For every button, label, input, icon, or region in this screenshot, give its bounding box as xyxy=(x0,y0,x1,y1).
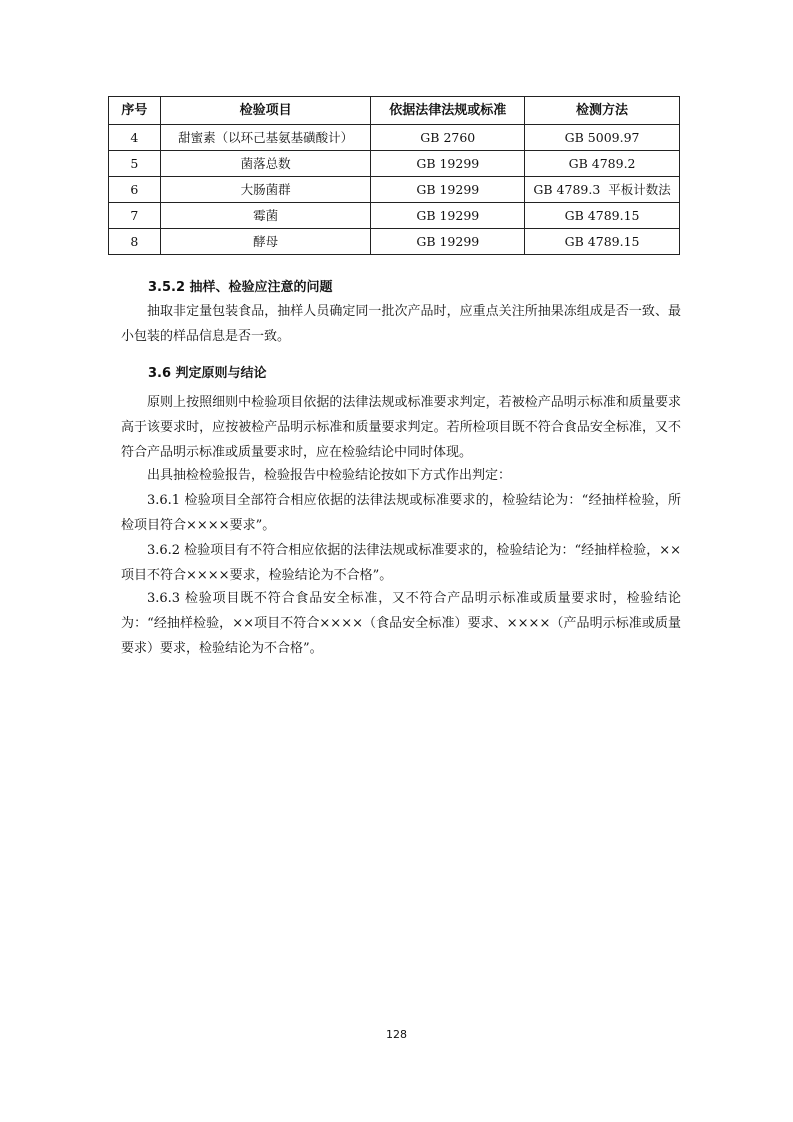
section-heading-3-6: 3.6 判定原则与结论 xyxy=(148,366,267,381)
header-item: 检验项目 xyxy=(160,97,371,125)
cell-serial: 7 xyxy=(109,203,161,229)
cell-method: GB 4789.15 xyxy=(525,203,680,229)
paragraph-3-6-3: 3.6.3 检验项目既不符合食品安全标准，又不符合产品明示标准或质量要求时，检验结论为：“经抽样检验，××项目不符合××××（食品安全标准）要求、××××（产品明示标准或质量要求）要求，检验结论为不合格”。 xyxy=(121,591,681,656)
cell-basis: GB 2760 xyxy=(371,125,525,151)
cell-item: 大肠菌群 xyxy=(160,177,371,203)
table-row xyxy=(109,177,680,203)
paragraph-3-6-2: 3.6.2 检验项目有不符合相应依据的法律法规或标准要求的，检验结论为：“经抽样检验，××项目不符合××××要求，检验结论为不合格”。 xyxy=(121,543,681,583)
table-row xyxy=(109,229,680,255)
paragraph-report-issuance: 出具抽检检验报告，检验报告中检验结论按如下方式作出判定： xyxy=(147,468,512,483)
cell-serial: 8 xyxy=(109,229,161,255)
cell-serial: 4 xyxy=(109,125,161,151)
paragraph-judgment-principle: 原则上按照细则中检验项目依据的法律法规或标准要求判定，若被检产品明示标准和质量要求高于该要求时，应按被检产品明示标准和质量要求判定。若所检项目既不符合食品安全标准，又不符合产品明示标准或质量要求时，应在检验结论中同时体现。 xyxy=(121,395,681,460)
cell-item: 菌落总数 xyxy=(160,151,371,177)
header-basis: 依据法律法规或标准 xyxy=(371,97,525,125)
cell-basis: GB 19299 xyxy=(371,229,525,255)
section-heading-3-5-2: 3.5.2 抽样、检验应注意的问题 xyxy=(148,280,333,295)
header-serial: 序号 xyxy=(109,97,161,125)
cell-serial: 5 xyxy=(109,151,161,177)
paragraph-3-6-1: 3.6.1 检验项目全部符合相应依据的法律法规或标准要求的，检验结论为：“经抽样检验，所检项目符合××××要求”。 xyxy=(121,493,681,533)
cell-serial: 6 xyxy=(109,177,161,203)
table-row xyxy=(109,151,680,177)
cell-item: 霉菌 xyxy=(160,203,371,229)
cell-item: 酵母 xyxy=(160,229,371,255)
table-header-row xyxy=(109,97,680,125)
cell-method: GB 4789.2 xyxy=(525,151,680,177)
cell-method: GB 5009.97 xyxy=(525,125,680,151)
cell-method: GB 4789.3 平板计数法 xyxy=(525,177,680,203)
paragraph-sampling-notes: 抽取非定量包装食品，抽样人员确定同一批次产品时，应重点关注所抽果冻组成是否一致、最小包装的样品信息是否一致。 xyxy=(121,304,681,344)
page-number: 128 xyxy=(386,1028,407,1041)
cell-item: 甜蜜素（以环己基氨基磺酸计） xyxy=(160,125,371,151)
cell-basis: GB 19299 xyxy=(371,203,525,229)
inspection-items-table xyxy=(108,96,680,255)
table-row xyxy=(109,125,680,151)
cell-basis: GB 19299 xyxy=(371,177,525,203)
table-row xyxy=(109,203,680,229)
cell-basis: GB 19299 xyxy=(371,151,525,177)
header-method: 检测方法 xyxy=(525,97,680,125)
cell-method: GB 4789.15 xyxy=(525,229,680,255)
